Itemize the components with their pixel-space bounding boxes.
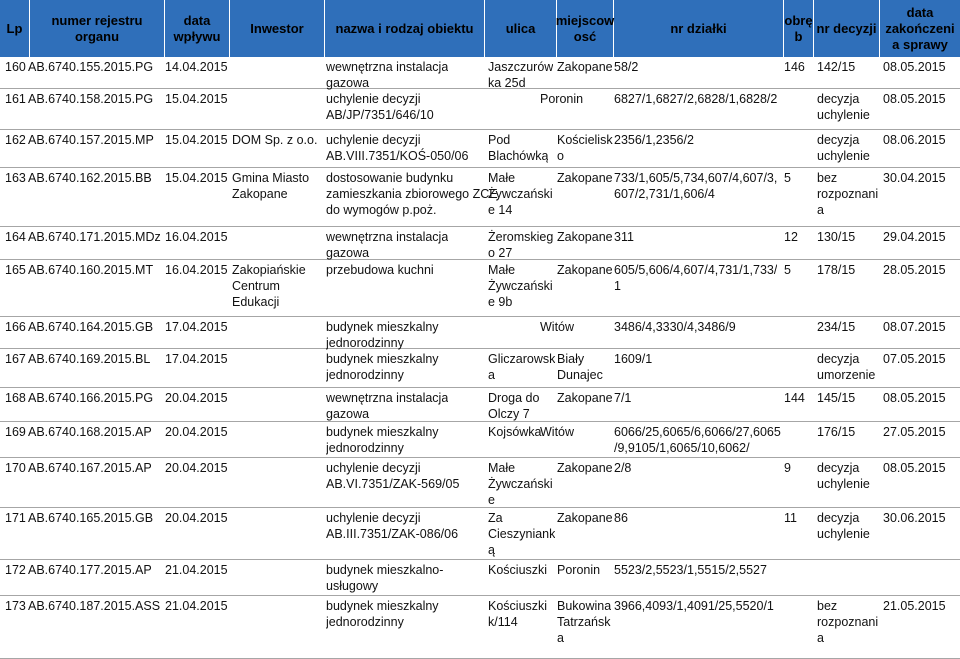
cell-receipt-date: 20.04.2015: [165, 461, 228, 475]
cell-lp: 166: [5, 320, 26, 334]
cell-street: Jaszczurów ka 25d: [488, 60, 554, 90]
cell-plot: 86: [614, 511, 628, 525]
cell-locality: Poronin: [540, 92, 584, 106]
cell-street: Żeromskieg o 27: [488, 230, 554, 260]
cell-street: Kościuszki: [488, 563, 548, 577]
cell-register: AB.6740.166.2015.PG: [28, 391, 154, 405]
cell-completion: 28.05.2015: [883, 263, 946, 277]
cell-object-name: uchylenie decyzji AB.VI.7351/ZAK-569/05: [326, 461, 460, 491]
cell-street: Małe Żywczański e: [488, 461, 553, 507]
header-street: ulica: [485, 0, 557, 57]
header-completion-date: data zakończeni a sprawy: [885, 4, 955, 52]
cell-register: AB.6740.164.2015.GB: [28, 320, 154, 334]
cell-completion: 08.05.2015: [883, 92, 946, 106]
cell-register: AB.6740.168.2015.AP: [28, 425, 152, 439]
cell-lp: 171: [5, 511, 26, 525]
cell-investor: DOM Sp. z o.o.: [232, 133, 318, 147]
cell-register: AB.6740.169.2015.BL: [28, 352, 151, 366]
cell-register: AB.6740.167.2015.AP: [28, 461, 152, 475]
cell-precinct: 146: [784, 60, 805, 74]
cell-locality: Zakopane: [557, 230, 613, 244]
cell-receipt-date: 17.04.2015: [165, 320, 228, 334]
cell-street: Kojsówka: [488, 425, 542, 439]
cell-object-name: uchylenie decyzji AB.III.7351/ZAK-086/06: [326, 511, 459, 541]
cell-decision: bez rozpoznani a: [817, 171, 879, 217]
header-locality: miejscow osć: [557, 0, 614, 57]
cell-lp: 167: [5, 352, 26, 366]
cell-object-name: budynek mieszkalno- usługowy: [326, 563, 444, 593]
cell-lp: 168: [5, 391, 26, 405]
header-lp: Lp: [0, 0, 30, 57]
cell-decision: bez rozpoznani a: [817, 599, 879, 645]
cell-receipt-date: 15.04.2015: [165, 171, 228, 185]
cell-completion: 08.07.2015: [883, 320, 946, 334]
cell-lp: 165: [5, 263, 26, 277]
cell-street: Kościuszki k/114: [488, 599, 548, 629]
cell-decision: decyzja uchylenie: [817, 511, 870, 541]
cell-precinct: 12: [784, 230, 798, 244]
cell-completion: 08.05.2015: [883, 60, 946, 74]
header-register-number: numer rejestru organu: [30, 0, 165, 57]
cell-receipt-date: 16.04.2015: [165, 263, 228, 277]
cell-completion: 08.05.2015: [883, 461, 946, 475]
cell-precinct: 144: [784, 391, 805, 405]
cell-completion: 08.05.2015: [883, 391, 946, 405]
cell-completion: 08.06.2015: [883, 133, 946, 147]
cell-object-name: budynek mieszkalny jednorodzinny: [326, 425, 439, 455]
cell-completion: 30.06.2015: [883, 511, 946, 525]
table-row: [0, 422, 960, 458]
cell-plot: 2/8: [614, 461, 632, 475]
cell-decision: 178/15: [817, 263, 856, 277]
cell-receipt-date: 17.04.2015: [165, 352, 228, 366]
cell-locality: Kościelisk o: [557, 133, 613, 163]
cell-decision: 234/15: [817, 320, 856, 334]
cell-investor: Zakopiańskie Centrum Edukacji: [232, 263, 306, 309]
cell-register: AB.6740.171.2015.MDz: [28, 230, 161, 244]
cell-locality: Zakopane: [557, 171, 613, 185]
cell-plot: 3486/4,3330/4,3486/9: [614, 320, 736, 334]
cell-locality: Zakopane: [557, 461, 613, 475]
table-row: [0, 560, 960, 596]
table-row: [0, 227, 960, 260]
header-precinct: obrę b: [784, 0, 814, 57]
cell-receipt-date: 21.04.2015: [165, 563, 228, 577]
cell-decision: 130/15: [817, 230, 856, 244]
cell-locality: Biały Dunajec: [557, 352, 603, 382]
cell-decision: decyzja uchylenie: [817, 133, 870, 163]
cell-precinct: 9: [784, 461, 791, 475]
table-header: [0, 0, 960, 57]
cell-locality: Poronin: [557, 563, 601, 577]
table-row: [0, 57, 960, 89]
table-row: [0, 458, 960, 508]
cell-receipt-date: 16.04.2015: [165, 230, 228, 244]
cell-plot: 3966,4093/1,4091/25,5520/1: [614, 599, 774, 613]
cell-receipt-date: 20.04.2015: [165, 425, 228, 439]
cell-object-name: wewnętrzna instalacja gazowa: [326, 230, 449, 260]
cell-register: AB.6740.160.2015.MT: [28, 263, 154, 277]
table-row: [0, 168, 960, 227]
cell-completion: 29.04.2015: [883, 230, 946, 244]
cell-receipt-date: 20.04.2015: [165, 511, 228, 525]
cell-register: AB.6740.155.2015.PG: [28, 60, 154, 74]
cell-decision: decyzja uchylenie: [817, 461, 870, 491]
cell-object-name: przebudowa kuchni: [326, 263, 434, 277]
cell-plot: 6827/1,6827/2,6828/1,6828/2: [614, 92, 778, 106]
cell-locality: Witów: [540, 320, 575, 334]
header-investor: Inwestor: [230, 0, 325, 57]
cell-locality: Bukowina Tatrzańsk a: [557, 599, 612, 645]
table-row: [0, 130, 960, 168]
header-plot-number: nr działki: [614, 0, 784, 57]
table-row: [0, 349, 960, 388]
table-row: [0, 89, 960, 130]
cell-plot: 2356/1,2356/2: [614, 133, 694, 147]
cell-locality: Zakopane: [557, 391, 613, 405]
cell-object-name: budynek mieszkalny jednorodzinny: [326, 352, 439, 382]
cell-completion: 07.05.2015: [883, 352, 946, 366]
cell-register: AB.6740.187.2015.ASS: [28, 599, 161, 613]
cell-completion: 21.05.2015: [883, 599, 946, 613]
cell-decision: decyzja uchylenie: [817, 92, 870, 122]
cell-register: AB.6740.162.2015.BB: [28, 171, 152, 185]
cell-locality: Zakopane: [557, 60, 613, 74]
cell-register: AB.6740.158.2015.PG: [28, 92, 154, 106]
header-receipt-date: data wpływu: [165, 0, 230, 57]
cell-street: Za Cieszyniank ą: [488, 511, 556, 557]
cell-investor: Gmina Miasto Zakopane: [232, 171, 310, 201]
cell-lp: 160: [5, 60, 26, 74]
cell-object-name: budynek mieszkalny jednorodzinny: [326, 320, 439, 350]
table-row: [0, 508, 960, 560]
cell-plot: 5523/2,5523/1,5515/2,5527: [614, 563, 767, 577]
cell-lp: 163: [5, 171, 26, 185]
cell-plot: 1609/1: [614, 352, 653, 366]
cell-object-name: dostosowanie budynku zamieszkania zbiorowego ZCE do wymogów p.poż.: [326, 171, 498, 217]
cell-receipt-date: 15.04.2015: [165, 133, 228, 147]
cell-plot: 311: [614, 230, 634, 244]
cell-register: AB.6740.165.2015.GB: [28, 511, 154, 525]
cell-completion: 30.04.2015: [883, 171, 946, 185]
cell-decision: decyzja umorzenie: [817, 352, 876, 382]
header-decision-number: nr decyzji: [814, 0, 880, 57]
cell-object-name: uchylenie decyzji AB.VIII.7351/KOŚ-050/06: [326, 133, 469, 163]
cell-object-name: wewnętrzna instalacja gazowa: [326, 391, 449, 421]
table-row: [0, 596, 960, 659]
table-row: [0, 260, 960, 317]
cell-receipt-date: 21.04.2015: [165, 599, 228, 613]
cell-lp: 169: [5, 425, 26, 439]
cell-receipt-date: 15.04.2015: [165, 92, 228, 106]
cell-street: Małe Żywczański e 14: [488, 171, 553, 217]
cell-locality: Zakopane: [557, 511, 613, 525]
cell-object-name: budynek mieszkalny jednorodzinny: [326, 599, 439, 629]
cell-receipt-date: 14.04.2015: [165, 60, 228, 74]
cell-precinct: 11: [784, 511, 797, 525]
table-row: [0, 388, 960, 422]
cell-lp: 161: [5, 92, 26, 106]
cell-plot: 58/2: [614, 60, 639, 74]
cell-lp: 162: [5, 133, 26, 147]
cell-plot: 6066/25,6065/6,6066/27,6065 /9,9105/1,6065/10,6062/: [614, 425, 781, 455]
cell-plot: 605/5,606/4,607/4,731/1,733/ 1: [614, 263, 778, 293]
cell-register: AB.6740.157.2015.MP: [28, 133, 154, 147]
header-object-name: nazwa i rodzaj obiektu: [325, 0, 485, 57]
cell-street: Małe Żywczański e 9b: [488, 263, 553, 309]
cell-object-name: uchylenie decyzji AB/JP/7351/646/10: [326, 92, 434, 122]
table-row: [0, 317, 960, 349]
cell-receipt-date: 20.04.2015: [165, 391, 228, 405]
cell-register: AB.6740.177.2015.AP: [28, 563, 152, 577]
cell-plot: 7/1: [614, 391, 632, 405]
cell-lp: 173: [5, 599, 26, 613]
cell-street: Droga do Olczy 7: [488, 391, 540, 421]
cell-lp: 172: [5, 563, 26, 577]
cell-object-name: wewnętrzna instalacja gazowa: [326, 60, 449, 90]
cell-decision: 176/15: [817, 425, 856, 439]
cell-decision: 142/15: [817, 60, 856, 74]
cell-locality: Witów: [540, 425, 575, 439]
cell-street: Pod Blachówką: [488, 133, 549, 163]
cell-precinct: 5: [784, 263, 791, 277]
cell-lp: 170: [5, 461, 26, 475]
cell-locality: Zakopane: [557, 263, 613, 277]
cell-decision: 145/15: [817, 391, 856, 405]
cell-precinct: 5: [784, 171, 791, 185]
cell-plot: 733/1,605/5,734,607/4,607/3, 607/2,731/1,606/4: [614, 171, 778, 201]
cell-lp: 164: [5, 230, 26, 244]
cell-completion: 27.05.2015: [883, 425, 946, 439]
cell-street: Gliczarowsk a: [488, 352, 556, 382]
